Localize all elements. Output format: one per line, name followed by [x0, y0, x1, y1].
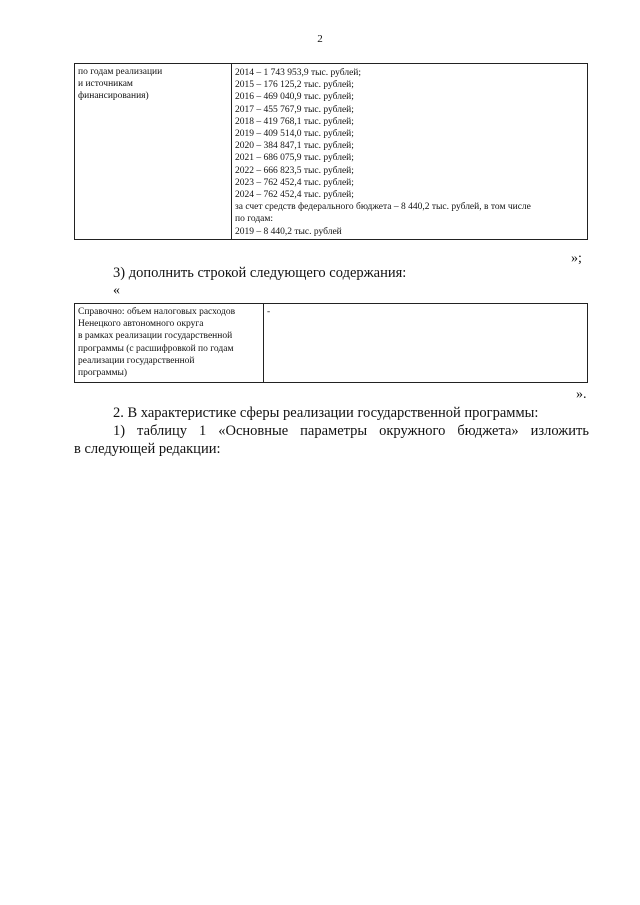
financing-year-line: 2015 – 176 125,2 тыс. рублей; [235, 80, 354, 91]
financing-values-cell [232, 64, 588, 240]
financing-year-line: 2020 – 384 847,1 тыс. рублей; [235, 141, 354, 152]
financing-year-line: 2023 – 762 452,4 тыс. рублей; [235, 177, 354, 188]
tax-label-line: Справочно: объем налоговых расходов [78, 307, 236, 317]
closing-quote: »; [571, 251, 582, 266]
tax-expenditure-table [74, 303, 588, 383]
financing-label-cell [75, 64, 232, 240]
table-row [75, 304, 588, 383]
tax-label-line: Ненецкого автономного округа [78, 319, 204, 330]
item-3-text: 3) дополнить строкой следующего содержания: [113, 265, 407, 281]
financing-year-line: 2022 – 666 823,5 тыс. рублей; [235, 165, 354, 176]
federal-budget-line: по годам: [235, 214, 274, 225]
financing-year-line: 2024 – 762 452,4 тыс. рублей; [235, 190, 354, 201]
closing-quote: ». [576, 387, 587, 402]
financing-year-line: 2021 – 686 075,9 тыс. рублей; [235, 153, 354, 164]
financing-label-line: финансирования) [78, 91, 149, 102]
tax-label-line: в рамках реализации государственной [78, 331, 233, 342]
item-1-paragraph: 1) таблицу 1 «Основные параметры окружного бюджета» изложить [113, 423, 589, 439]
financing-table [74, 63, 588, 240]
financing-year-line: 2016 – 469 040,9 тыс. рублей; [235, 92, 354, 103]
financing-label-line: по годам реализации [78, 67, 163, 77]
financing-year-line: 2017 – 455 767,9 тыс. рублей; [235, 104, 354, 115]
financing-label-line: и источникам [78, 79, 133, 90]
tax-label-line: программы) [78, 368, 128, 379]
section-2-paragraph: 2. В характеристике сферы реализации государственной программы: [113, 405, 539, 421]
tax-expenditure-value-cell [264, 304, 588, 383]
federal-budget-line: 2019 – 8 440,2 тыс. рублей [235, 226, 342, 237]
tax-expenditure-label-cell [75, 304, 264, 383]
tax-label-line: программы (с расшифровкой по годам [78, 343, 234, 354]
opening-quote: « [113, 283, 120, 298]
financing-year-line: 2019 – 409 514,0 тыс. рублей; [235, 129, 354, 140]
item-1-continuation: в следующей редакции: [74, 441, 221, 457]
tax-label-line: реализации государственной [78, 355, 195, 366]
financing-year-line: 2018 – 419 768,1 тыс. рублей; [235, 116, 354, 127]
page-number: 2 [317, 33, 323, 45]
federal-budget-line: за счет средств федерального бюджета – 8 440,2 тыс. рублей, в том числе [235, 202, 531, 213]
table-row [75, 64, 588, 240]
financing-year-line: 2014 – 1 743 953,9 тыс. рублей; [235, 68, 362, 78]
tax-value: - [267, 307, 271, 317]
